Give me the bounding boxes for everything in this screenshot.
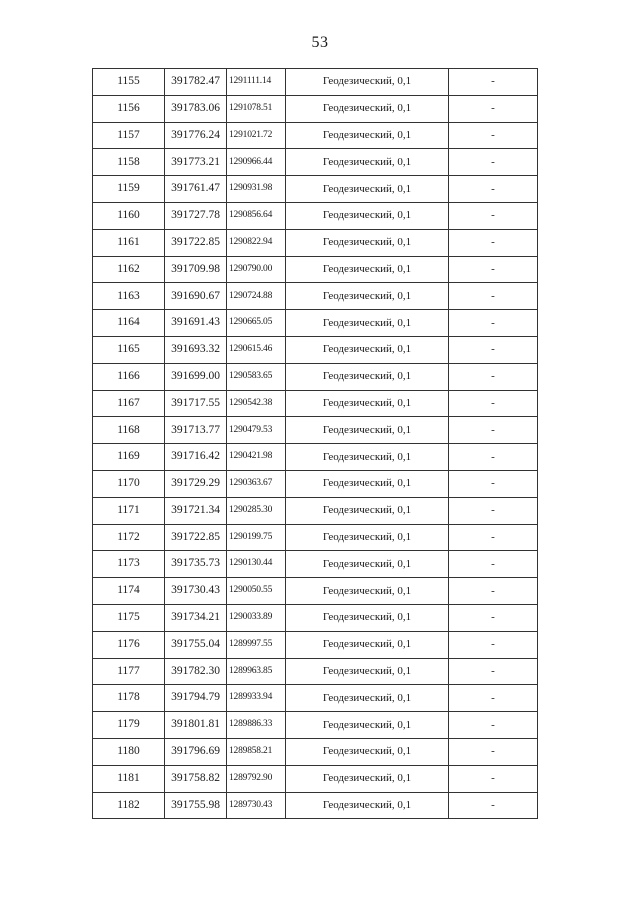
- point-number-cell: 1157: [93, 122, 165, 149]
- description-cell: -: [449, 738, 538, 765]
- point-number-cell: 1173: [93, 551, 165, 578]
- table-row: [93, 283, 538, 310]
- x-coordinate-cell: 391794.79: [165, 685, 227, 712]
- y-coordinate-cell: 1290724.88: [227, 283, 286, 310]
- y-coordinate-cell: 1290542.38: [227, 390, 286, 417]
- table-row: [93, 69, 538, 96]
- table-row: [93, 712, 538, 739]
- table-row: [93, 122, 538, 149]
- table-row: [93, 524, 538, 551]
- y-coordinate-cell: 1290615.46: [227, 336, 286, 363]
- description-cell: -: [449, 95, 538, 122]
- table-row: [93, 551, 538, 578]
- description-cell: -: [449, 310, 538, 337]
- description-cell: -: [449, 765, 538, 792]
- point-number-cell: 1169: [93, 444, 165, 471]
- method-accuracy-cell: Геодезический, 0,1: [286, 524, 449, 551]
- x-coordinate-cell: 391758.82: [165, 765, 227, 792]
- description-cell: -: [449, 604, 538, 631]
- method-accuracy-cell: Геодезический, 0,1: [286, 470, 449, 497]
- table-body: [93, 69, 538, 819]
- point-number-cell: 1179: [93, 712, 165, 739]
- method-accuracy-cell: Геодезический, 0,1: [286, 551, 449, 578]
- method-accuracy-cell: Геодезический, 0,1: [286, 417, 449, 444]
- point-number-cell: 1177: [93, 658, 165, 685]
- page-number: 53: [311, 34, 329, 51]
- x-coordinate-cell: 391699.00: [165, 363, 227, 390]
- point-number-cell: 1156: [93, 95, 165, 122]
- description-cell: -: [449, 336, 538, 363]
- y-coordinate-cell: 1290033.89: [227, 604, 286, 631]
- point-number-cell: 1165: [93, 336, 165, 363]
- table-row: [93, 363, 538, 390]
- y-coordinate-cell: 1290790.00: [227, 256, 286, 283]
- description-cell: -: [449, 256, 538, 283]
- table-row: [93, 256, 538, 283]
- y-coordinate-cell: 1290285.30: [227, 497, 286, 524]
- table-row: [93, 738, 538, 765]
- description-cell: -: [449, 390, 538, 417]
- table-row: [93, 229, 538, 256]
- point-number-cell: 1159: [93, 176, 165, 203]
- description-cell: -: [449, 444, 538, 471]
- x-coordinate-cell: 391782.30: [165, 658, 227, 685]
- x-coordinate-cell: 391727.78: [165, 202, 227, 229]
- point-number-cell: 1170: [93, 470, 165, 497]
- x-coordinate-cell: 391755.04: [165, 631, 227, 658]
- method-accuracy-cell: Геодезический, 0,1: [286, 256, 449, 283]
- description-cell: -: [449, 283, 538, 310]
- table-row: [93, 604, 538, 631]
- method-accuracy-cell: Геодезический, 0,1: [286, 310, 449, 337]
- table-row: [93, 470, 538, 497]
- point-number-cell: 1158: [93, 149, 165, 176]
- method-accuracy-cell: Геодезический, 0,1: [286, 69, 449, 96]
- x-coordinate-cell: 391776.24: [165, 122, 227, 149]
- method-accuracy-cell: Геодезический, 0,1: [286, 363, 449, 390]
- method-accuracy-cell: Геодезический, 0,1: [286, 604, 449, 631]
- x-coordinate-cell: 391761.47: [165, 176, 227, 203]
- method-accuracy-cell: Геодезический, 0,1: [286, 95, 449, 122]
- method-accuracy-cell: Геодезический, 0,1: [286, 202, 449, 229]
- x-coordinate-cell: 391709.98: [165, 256, 227, 283]
- y-coordinate-cell: 1290856.64: [227, 202, 286, 229]
- description-cell: -: [449, 417, 538, 444]
- method-accuracy-cell: Геодезический, 0,1: [286, 149, 449, 176]
- y-coordinate-cell: 1290050.55: [227, 578, 286, 605]
- x-coordinate-cell: 391735.73: [165, 551, 227, 578]
- point-number-cell: 1168: [93, 417, 165, 444]
- description-cell: -: [449, 176, 538, 203]
- point-number-cell: 1182: [93, 792, 165, 819]
- y-coordinate-cell: 1290363.67: [227, 470, 286, 497]
- point-number-cell: 1164: [93, 310, 165, 337]
- point-number-cell: 1155: [93, 69, 165, 96]
- x-coordinate-cell: 391691.43: [165, 310, 227, 337]
- table-row: [93, 497, 538, 524]
- x-coordinate-cell: 391796.69: [165, 738, 227, 765]
- y-coordinate-cell: 1290421.98: [227, 444, 286, 471]
- method-accuracy-cell: Геодезический, 0,1: [286, 444, 449, 471]
- y-coordinate-cell: 1290931.98: [227, 176, 286, 203]
- table-row: [93, 95, 538, 122]
- table-row: [93, 658, 538, 685]
- description-cell: -: [449, 229, 538, 256]
- y-coordinate-cell: 1289792.90: [227, 765, 286, 792]
- y-coordinate-cell: 1290130.44: [227, 551, 286, 578]
- y-coordinate-cell: 1289886.33: [227, 712, 286, 739]
- y-coordinate-cell: 1290822.94: [227, 229, 286, 256]
- y-coordinate-cell: 1291111.14: [227, 69, 286, 96]
- point-number-cell: 1176: [93, 631, 165, 658]
- method-accuracy-cell: Геодезический, 0,1: [286, 631, 449, 658]
- point-number-cell: 1172: [93, 524, 165, 551]
- point-number-cell: 1180: [93, 738, 165, 765]
- y-coordinate-cell: 1289730.43: [227, 792, 286, 819]
- method-accuracy-cell: Геодезический, 0,1: [286, 497, 449, 524]
- description-cell: -: [449, 658, 538, 685]
- table-row: [93, 310, 538, 337]
- description-cell: -: [449, 497, 538, 524]
- description-cell: -: [449, 149, 538, 176]
- y-coordinate-cell: 1290583.65: [227, 363, 286, 390]
- x-coordinate-cell: 391722.85: [165, 524, 227, 551]
- point-number-cell: 1178: [93, 685, 165, 712]
- x-coordinate-cell: 391717.55: [165, 390, 227, 417]
- description-cell: -: [449, 524, 538, 551]
- x-coordinate-cell: 391721.34: [165, 497, 227, 524]
- y-coordinate-cell: 1290479.53: [227, 417, 286, 444]
- y-coordinate-cell: 1289858.21: [227, 738, 286, 765]
- x-coordinate-cell: 391801.81: [165, 712, 227, 739]
- point-number-cell: 1166: [93, 363, 165, 390]
- point-number-cell: 1174: [93, 578, 165, 605]
- x-coordinate-cell: 391729.29: [165, 470, 227, 497]
- y-coordinate-cell: 1291021.72: [227, 122, 286, 149]
- table-row: [93, 578, 538, 605]
- description-cell: -: [449, 712, 538, 739]
- method-accuracy-cell: Геодезический, 0,1: [286, 712, 449, 739]
- point-number-cell: 1162: [93, 256, 165, 283]
- method-accuracy-cell: Геодезический, 0,1: [286, 336, 449, 363]
- table-row: [93, 176, 538, 203]
- table-row: [93, 444, 538, 471]
- y-coordinate-cell: 1290199.75: [227, 524, 286, 551]
- table-row: [93, 792, 538, 819]
- method-accuracy-cell: Геодезический, 0,1: [286, 765, 449, 792]
- method-accuracy-cell: Геодезический, 0,1: [286, 792, 449, 819]
- x-coordinate-cell: 391755.98: [165, 792, 227, 819]
- x-coordinate-cell: 391783.06: [165, 95, 227, 122]
- method-accuracy-cell: Геодезический, 0,1: [286, 738, 449, 765]
- description-cell: -: [449, 578, 538, 605]
- description-cell: -: [449, 202, 538, 229]
- table-row: [93, 685, 538, 712]
- description-cell: -: [449, 685, 538, 712]
- table-row: [93, 765, 538, 792]
- description-cell: -: [449, 69, 538, 96]
- y-coordinate-cell: 1291078.51: [227, 95, 286, 122]
- point-number-cell: 1171: [93, 497, 165, 524]
- description-cell: -: [449, 470, 538, 497]
- method-accuracy-cell: Геодезический, 0,1: [286, 578, 449, 605]
- x-coordinate-cell: 391722.85: [165, 229, 227, 256]
- point-number-cell: 1161: [93, 229, 165, 256]
- table-row: [93, 202, 538, 229]
- method-accuracy-cell: Геодезический, 0,1: [286, 229, 449, 256]
- method-accuracy-cell: Геодезический, 0,1: [286, 283, 449, 310]
- method-accuracy-cell: Геодезический, 0,1: [286, 658, 449, 685]
- point-number-cell: 1175: [93, 604, 165, 631]
- method-accuracy-cell: Геодезический, 0,1: [286, 390, 449, 417]
- y-coordinate-cell: 1289933.94: [227, 685, 286, 712]
- x-coordinate-cell: 391713.77: [165, 417, 227, 444]
- y-coordinate-cell: 1290966.44: [227, 149, 286, 176]
- table-row: [93, 631, 538, 658]
- x-coordinate-cell: 391734.21: [165, 604, 227, 631]
- table-row: [93, 390, 538, 417]
- description-cell: -: [449, 551, 538, 578]
- y-coordinate-cell: 1290665.05: [227, 310, 286, 337]
- table-row: [93, 149, 538, 176]
- y-coordinate-cell: 1289997.55: [227, 631, 286, 658]
- description-cell: -: [449, 792, 538, 819]
- point-number-cell: 1160: [93, 202, 165, 229]
- x-coordinate-cell: 391690.67: [165, 283, 227, 310]
- description-cell: -: [449, 122, 538, 149]
- point-number-cell: 1167: [93, 390, 165, 417]
- method-accuracy-cell: Геодезический, 0,1: [286, 122, 449, 149]
- method-accuracy-cell: Геодезический, 0,1: [286, 685, 449, 712]
- method-accuracy-cell: Геодезический, 0,1: [286, 176, 449, 203]
- description-cell: -: [449, 363, 538, 390]
- coordinates-table: [92, 68, 538, 819]
- x-coordinate-cell: 391782.47: [165, 69, 227, 96]
- point-number-cell: 1163: [93, 283, 165, 310]
- table-row: [93, 417, 538, 444]
- table-row: [93, 336, 538, 363]
- point-number-cell: 1181: [93, 765, 165, 792]
- description-cell: -: [449, 631, 538, 658]
- y-coordinate-cell: 1289963.85: [227, 658, 286, 685]
- x-coordinate-cell: 391773.21: [165, 149, 227, 176]
- x-coordinate-cell: 391716.42: [165, 444, 227, 471]
- x-coordinate-cell: 391693.32: [165, 336, 227, 363]
- x-coordinate-cell: 391730.43: [165, 578, 227, 605]
